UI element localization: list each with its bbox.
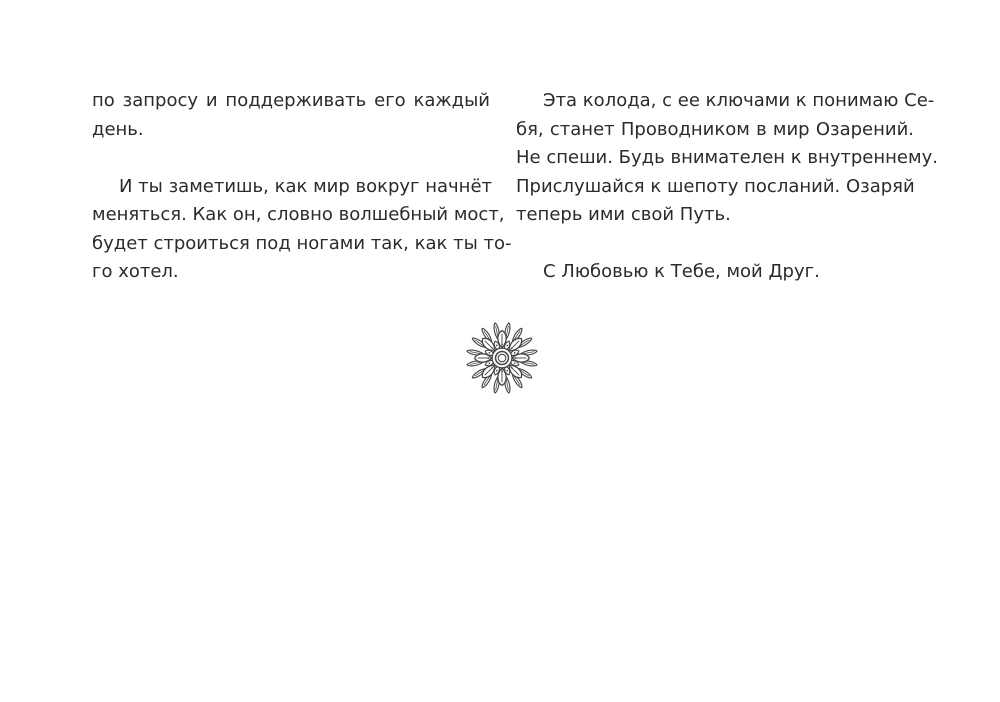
text-line: день. — [92, 118, 144, 140]
text-line: И ты заметишь, как мир вокруг начнёт — [119, 175, 492, 197]
text-line: го хотел. — [92, 261, 179, 282]
text-line: меняться. Как он, словно волшебный мост, — [92, 204, 505, 225]
text-line: Не спеши. Будь внимателен к внутреннему. — [516, 147, 938, 168]
text-line: Прислушайся к шепоту посланий. Озаряй — [516, 175, 915, 197]
mandala-flower-icon — [464, 320, 540, 396]
signature-line: С Любовью к Тебе, мой Друг. — [543, 261, 820, 282]
text-line: по запросу и поддерживать его каждый — [92, 90, 490, 111]
paragraph — [92, 173, 512, 287]
text-line: Эта колода, с ее ключами к понимаю Се- — [543, 90, 935, 111]
paragraph — [516, 258, 914, 287]
paragraph — [92, 87, 490, 144]
text-line: бя, станет Проводником в мир Озарений. — [516, 118, 914, 140]
text-line: будет строиться под ногами так, как ты то- — [92, 232, 512, 254]
paragraph — [516, 87, 938, 230]
left-column — [92, 87, 512, 315]
text-line: теперь ими свой Путь. — [516, 204, 731, 225]
right-column — [516, 87, 938, 315]
